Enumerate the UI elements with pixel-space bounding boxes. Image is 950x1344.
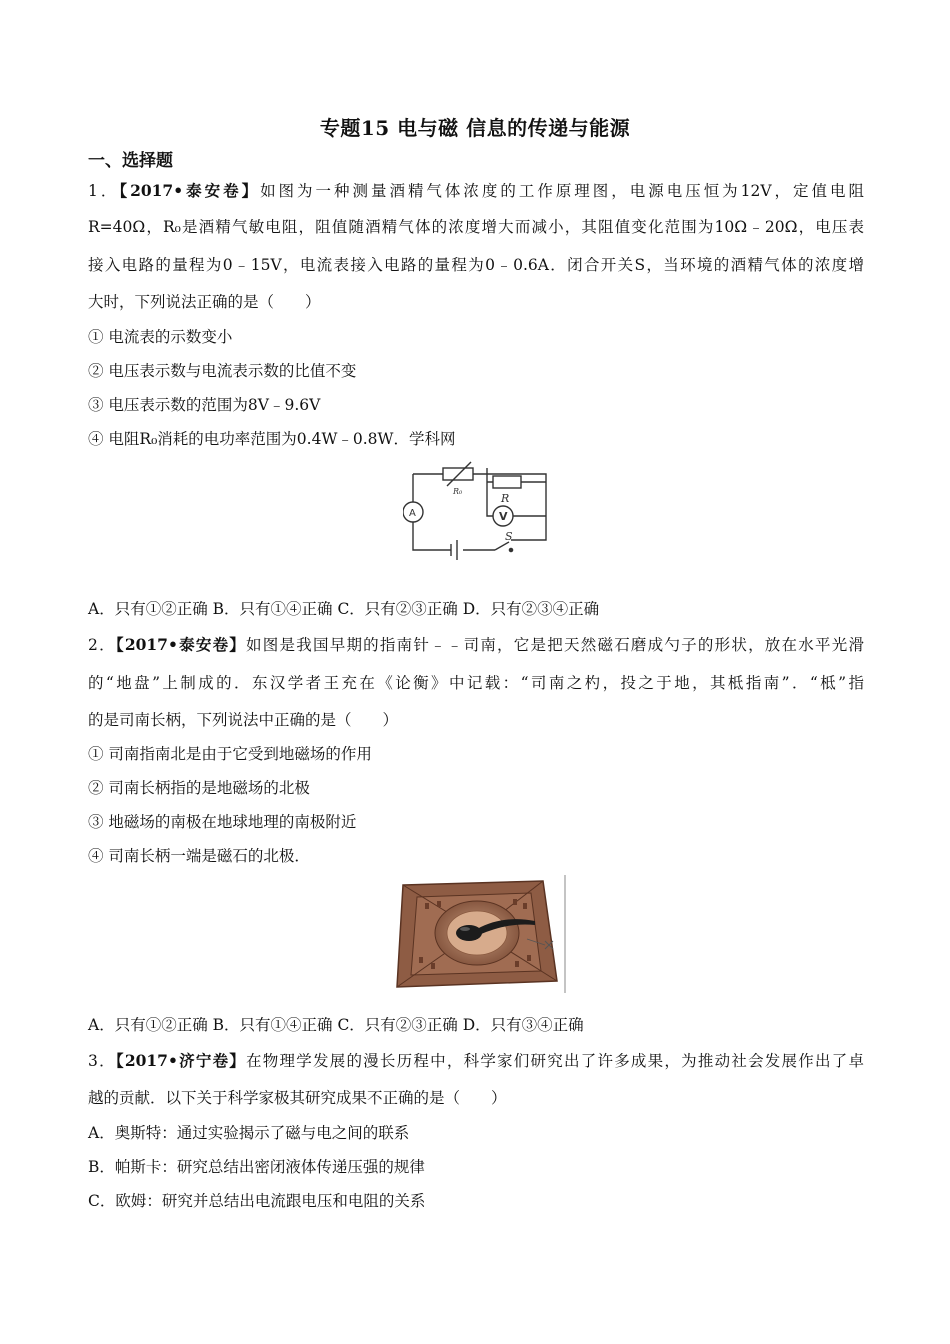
q2-option-4: ④ 司南长柄一端是磁石的北极． bbox=[88, 847, 310, 865]
q2-answer-choices: A．只有①②正确 B．只有①④正确 C．只有②③正确 D．只有③④正确 bbox=[88, 1016, 584, 1034]
q1-option-3: ③ 电压表示数的范围为8V﹣9.6V bbox=[88, 396, 321, 414]
q2-source-tag: 【2017•泰安卷】 bbox=[115, 635, 247, 654]
ammeter-label: A bbox=[409, 508, 416, 519]
q2-option-1: ① 司南指南北是由于它受到地磁场的作用 bbox=[88, 745, 372, 763]
section-heading: 一、选择题 bbox=[88, 151, 173, 171]
voltmeter-label: V bbox=[499, 510, 508, 523]
q2-stem-start: 如图是我国早期的指南针﹣﹣司南，它是把天然磁石磨成勺子的形状，放在水平光滑 bbox=[246, 636, 864, 654]
q1-line-1 bbox=[88, 180, 864, 202]
q2-option-2: ② 司南长柄指的是地磁场的北极 bbox=[88, 779, 310, 797]
q1-option-4: ④ 电阻R₀消耗的电功率范围为0.4W﹣0.8W．学科网 bbox=[88, 430, 456, 448]
q3-option-a: A．奥斯特：通过实验揭示了磁与电之间的联系 bbox=[88, 1124, 410, 1142]
s-label: S bbox=[505, 530, 513, 543]
q2-option-3: ③ 地磁场的南极在地球地理的南极附近 bbox=[88, 813, 357, 831]
q2-number: 2． bbox=[88, 636, 116, 654]
r0-label: R₀ bbox=[453, 487, 463, 496]
q1-line-4: 大时，下列说法正确的是（ ） bbox=[88, 293, 321, 311]
document-title: 专题15 电与磁 信息的传递与能源 bbox=[319, 116, 631, 140]
q3-number: 3． bbox=[88, 1052, 116, 1070]
q3-source-tag: 【2017•济宁卷】 bbox=[115, 1051, 247, 1070]
q2-line-2: 的“地盘”上制成的．东汉学者王充在《论衡》中记载：“司南之杓，投之于地，其柢指南”．“柢”指 bbox=[88, 674, 864, 692]
q3-stem-start: 在物理学发展的漫长历程中，科学家们研究出了许多成果，为推动社会发展作出了卓 bbox=[246, 1052, 864, 1070]
q3-line-1 bbox=[88, 1050, 864, 1072]
q2-line-1 bbox=[88, 634, 864, 656]
q1-stem-start: 如图为一种测量酒精气体浓度的工作原理图，电源电压恒为12V，定值电阻 bbox=[260, 182, 864, 200]
r-label: R bbox=[501, 492, 510, 505]
q3-option-c: C．欧姆：研究并总结出电流跟电压和电阻的关系 bbox=[88, 1192, 426, 1210]
q1-line-2: R=40Ω，R₀是酒精气敏电阻，阻值随酒精气体的浓度增大而减小，其阻值变化范围为10Ω﹣20Ω，电压表 bbox=[88, 218, 864, 236]
q3-line-2: 越的贡献．以下关于科学家极其研究成果不正确的是（ ） bbox=[88, 1089, 507, 1107]
q1-number: 1． bbox=[88, 182, 120, 200]
q1-option-2: ② 电压表示数与电流表示数的比值不变 bbox=[88, 362, 357, 380]
q3-option-b: B．帕斯卡：研究总结出密闭液体传递压强的规律 bbox=[88, 1158, 425, 1176]
q1-answer-choices: A．只有①②正确 B．只有①④正确 C．只有②③正确 D．只有②③④正确 bbox=[88, 600, 600, 618]
q1-option-1: ① 电流表的示数变小 bbox=[88, 328, 233, 346]
q1-line-3: 接入电路的量程为0﹣15V，电流表接入电路的量程为0﹣0.6A．闭合开关S，当环境的酒精气体的浓度增 bbox=[88, 256, 864, 274]
circuit-diagram bbox=[403, 460, 553, 570]
q1-source-tag: 【2017•泰安卷】 bbox=[119, 181, 261, 200]
sinan-compass-image bbox=[395, 875, 567, 993]
q2-line-3: 的是司南长柄，下列说法中正确的是（ ） bbox=[88, 711, 399, 729]
